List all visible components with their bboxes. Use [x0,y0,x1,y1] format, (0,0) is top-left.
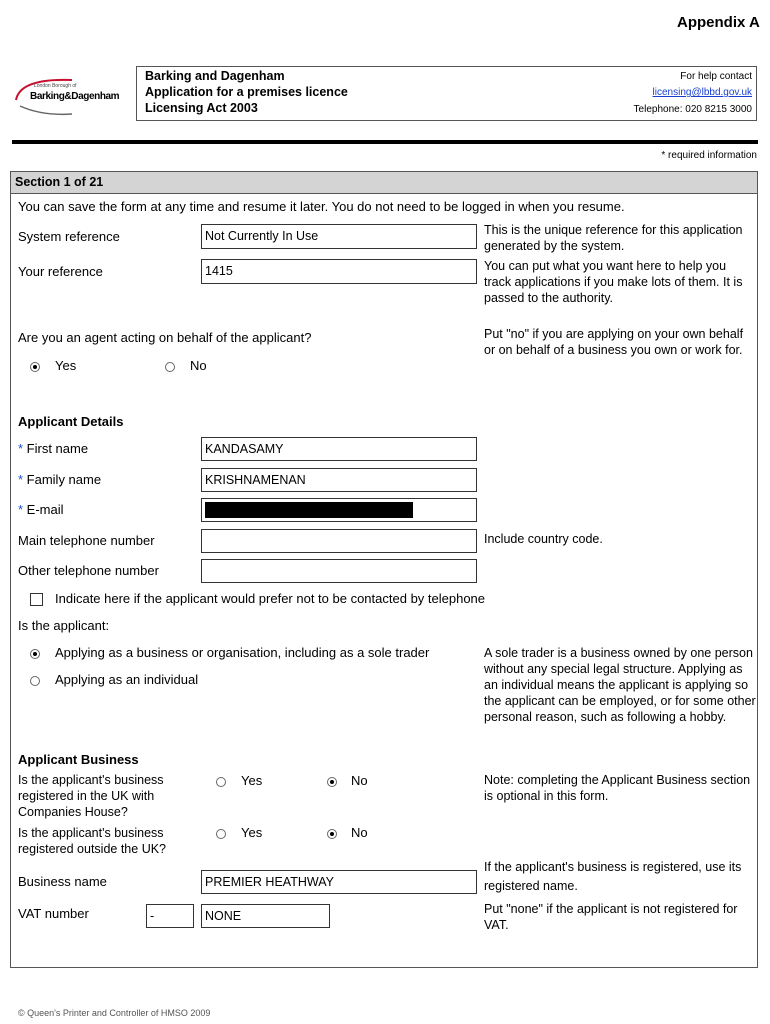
header-divider [12,140,758,144]
vat-number-label: VAT number [18,906,89,921]
agent-help: Put "no" if you are applying on your own behalf or on behalf of a business you own or work for. [484,327,744,357]
business-note: Note: completing the Applicant Business section is optional in this form. [484,773,751,803]
system-reference-help: This is the unique reference for this application generated by the system. [484,223,743,253]
logo-small-text: London Borough of [34,83,77,89]
system-reference-label: System reference [18,229,120,244]
your-reference-label: Your reference [18,264,103,279]
uk-registered-no-label: No [351,773,368,788]
outside-uk-yes-label: Yes [241,825,263,840]
council-logo [12,70,130,122]
first-name-input[interactable]: KANDASAMY [201,437,477,461]
is-applicant-label: Is the applicant: [18,618,110,633]
outside-uk-yes-radio[interactable] [216,829,226,839]
applicant-individual-label: Applying as an individual [55,672,199,687]
applicant-type-help: A sole trader is a business owned by one person without any special legal structure. Applying as an individual means the applicant is applying so the applicant can be employed, or for some other personal reason, such as following a hobby. [484,646,756,724]
family-name-input[interactable]: KRISHNAMENAN [201,468,477,492]
applicant-details-heading: Applicant Details [18,414,124,429]
section-header [11,172,757,194]
agent-yes-label: Yes [55,358,77,373]
agent-no-label: No [190,358,207,373]
email-redaction [205,502,413,518]
outside-uk-question: Is the applicant's business registered outside the UK? [18,826,167,856]
uk-registered-yes-radio[interactable] [216,777,226,787]
uk-registered-no-radio[interactable] [327,777,337,787]
agent-yes-radio[interactable] [30,362,40,372]
applicant-business-heading: Applicant Business [18,752,139,767]
council-name: Barking and Dagenham [145,69,285,83]
first-name-label: * First name [18,441,89,456]
outside-uk-no-radio[interactable] [327,829,337,839]
main-phone-help: Include country code. [484,532,603,546]
other-phone-input[interactable] [201,559,477,583]
form-title: Application for a premises licence [145,85,348,99]
system-reference-field[interactable]: Not Currently In Use [201,224,477,249]
act-title: Licensing Act 2003 [145,101,258,115]
vat-prefix-input[interactable]: - [146,904,194,928]
email-label: * E-mail [18,502,64,517]
main-phone-input[interactable] [201,529,477,553]
section-intro: You can save the form at any time and resume it later. You do not need to be logged in when you resume. [18,199,625,214]
help-email-link[interactable]: licensing@lbbd.gov.uk [652,87,752,98]
business-name-help: If the applicant's business is registered, use its registered name. [484,860,742,893]
outside-uk-no-label: No [351,825,368,840]
email-input[interactable] [201,498,477,522]
business-name-input[interactable]: PREMIER HEATHWAY [201,870,477,894]
uk-registered-question: Is the applicant's business registered in the UK with Companies House? [18,773,164,819]
section-title: Section 1 of 21 [15,175,104,189]
applicant-business-label: Applying as a business or organisation, including as a sole trader [55,645,430,660]
no-phone-contact-label: Indicate here if the applicant would prefer not to be contacted by telephone [55,591,486,606]
help-phone: Telephone: 020 8215 3000 [633,104,752,115]
help-label: For help contact [680,71,752,82]
agent-question: Are you an agent acting on behalf of the applicant? [18,330,312,345]
your-reference-help: You can put what you want here to help you track applications if you make lots of them. It is passed to the authority. [484,259,743,305]
required-note: * required information [661,150,757,161]
logo-text: Barking&Dagenham [30,91,120,102]
applicant-business-radio[interactable] [30,649,40,659]
agent-no-radio[interactable] [165,362,175,372]
family-name-label: * Family name [18,472,102,487]
header-box [136,66,757,121]
vat-number-help: Put "none" if the applicant is not registered for VAT. [484,902,738,932]
appendix-label: Appendix A [677,14,760,31]
vat-number-input[interactable]: NONE [201,904,330,928]
other-phone-label: Other telephone number [18,563,159,578]
footer-copyright: © Queen's Printer and Controller of HMSO 2009 [18,1008,211,1018]
applicant-individual-radio[interactable] [30,676,40,686]
no-phone-contact-checkbox[interactable] [30,593,43,606]
main-phone-label: Main telephone number [18,533,155,548]
your-reference-input[interactable]: 1415 [201,259,477,284]
uk-registered-yes-label: Yes [241,773,263,788]
business-name-label: Business name [18,874,107,889]
